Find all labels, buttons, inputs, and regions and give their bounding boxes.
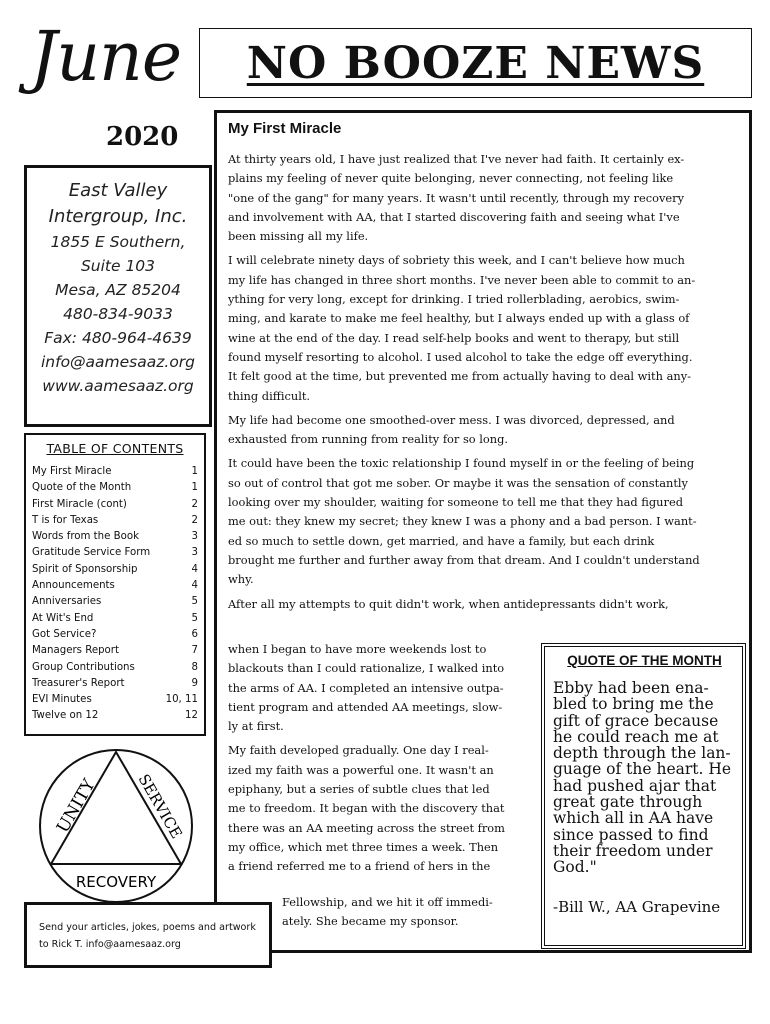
toc-entry-page: 5 <box>191 596 198 608</box>
article-paragraph-1 <box>228 150 740 246</box>
toc-row <box>32 708 198 724</box>
toc-entry-label: Gratitude Service Form <box>32 547 151 559</box>
quote-text <box>553 680 736 876</box>
text-line: been missing all my life. <box>228 229 369 244</box>
text-line: me to freedom. It began with the discovery that <box>228 801 505 816</box>
aa-circle-triangle-emblem <box>36 746 196 906</box>
text-line: ly at first. <box>228 719 284 734</box>
article-paragraph-3 <box>228 411 740 450</box>
toc-entry-label: Managers Report <box>32 645 119 657</box>
text-line: my life has changed in three short months. I've never been able to commit to an- <box>228 272 696 287</box>
toc-entry-page: 12 <box>185 710 198 722</box>
article-paragraph-5-cont <box>228 640 533 736</box>
article-title: My First Miracle <box>228 120 342 137</box>
toc-entry-page: 5 <box>191 612 198 624</box>
toc-entry-label: Spirit of Sponsorship <box>32 563 138 575</box>
article-paragraph-2 <box>228 251 740 405</box>
text-line: Fellowship, and we hit it off immedi- <box>282 895 493 909</box>
toc-title: TABLE OF CONTENTS <box>46 441 184 456</box>
toc-entry-label: Group Contributions <box>32 661 135 673</box>
quote-line: Ebby had been ena- <box>553 679 709 697</box>
street-line2: Suite 103 <box>80 257 156 275</box>
toc-row <box>32 513 198 529</box>
toc-entry-page: 1 <box>191 482 198 494</box>
quote-line: depth through the lan- <box>553 744 731 763</box>
text-line: tient program and attended AA meetings, slow- <box>228 699 503 714</box>
toc-row <box>32 692 198 708</box>
text-line: epiphany, but a series of subtle clues that led <box>228 782 490 797</box>
quote-attribution: -Bill W., AA Grapevine <box>553 897 721 916</box>
toc-entry-label: Twelve on 12 <box>32 710 99 722</box>
toc-entry-label: Got Service? <box>32 628 97 640</box>
toc-entry-page: 3 <box>191 531 198 543</box>
article-paragraph-5-lead: After all my attempts to quit didn't work, when antidepressants didn't work, <box>228 596 669 611</box>
text-line: me out: they knew my secret; they knew I was a phony and a bad person. I want- <box>228 514 697 529</box>
text-line: It felt good at the time, but prevented me from actually having to deal with any- <box>228 369 691 384</box>
toc-row <box>32 611 198 627</box>
toc-entry-page: 4 <box>191 563 198 575</box>
address-box <box>24 165 212 427</box>
toc-entry-label: First Miracle (cont) <box>32 498 127 510</box>
toc-entry-label: Anniversaries <box>32 596 102 608</box>
text-line: ized my faith was a powerful one. It wasn't an <box>228 762 494 777</box>
toc-entry-page: 1 <box>191 466 198 477</box>
toc-row <box>32 643 198 659</box>
toc-entry-label: At Wit's End <box>32 612 94 624</box>
quote-line: God." <box>553 858 597 877</box>
text-line: brought me further and further away from that dream. And I couldn't understand <box>228 552 700 567</box>
toc-row <box>32 529 198 545</box>
text-line: plains my feeling of never quite belonging, never connecting, not feeling like <box>228 171 674 186</box>
text-line: why. <box>228 572 254 587</box>
toc-entry-label: Treasurer's Report <box>32 677 125 689</box>
toc-entry-page: 4 <box>191 580 198 592</box>
toc-entry-label: Announcements <box>32 580 115 592</box>
toc-entry-page: 2 <box>191 498 198 510</box>
article-body <box>228 150 740 619</box>
year-label: 2020 <box>106 122 179 152</box>
quote-line: which all in AA have <box>553 809 714 828</box>
toc-row <box>32 627 198 643</box>
quote-line: had pushed ajar that <box>553 776 717 795</box>
quote-of-the-month-box <box>541 643 746 949</box>
text-line: "one of the gang" for many years. It wasn't until recently, through my recovery <box>228 190 685 205</box>
text-line: ming, and karate to make me feel healthy, but I always ended up with a glass of <box>228 311 690 326</box>
toc-entry-label: Words from the Book <box>32 531 139 543</box>
toc-row <box>32 545 198 561</box>
article-paragraph-4 <box>228 454 740 589</box>
toc-entry-page: 2 <box>191 514 198 526</box>
text-line: My life had become one smoothed-over mess. I was divorced, depressed, and <box>228 412 675 427</box>
article-paragraph-6-tail <box>282 893 522 932</box>
toc-entry-page: 7 <box>191 645 198 657</box>
website-line: www.aamesaaz.org <box>42 377 194 395</box>
text-line: I will celebrate ninety days of sobriety this week, and I can't believe how much <box>228 253 685 268</box>
phone-line: 480-834-9033 <box>63 305 173 323</box>
quote-line: gift of grace because <box>553 711 719 730</box>
toc-row <box>32 594 198 610</box>
text-line: thing difficult. <box>228 388 311 403</box>
submission-note <box>24 902 272 968</box>
text-line: wine at the end of the day. I read self-help books and went to therapy, but still <box>228 330 680 345</box>
emblem-recovery-label: RECOVERY <box>75 873 157 891</box>
toc-row <box>32 676 198 692</box>
text-line: and involvement with AA, that I started discovering faith and seeing what I've <box>228 209 680 224</box>
org-name-line2: Intergroup, Inc. <box>48 206 188 227</box>
toc-entry-label: My First Miracle <box>32 466 112 477</box>
text-line: ately. She became my sponsor. <box>282 914 459 929</box>
fax-line: Fax: 480-964-4639 <box>44 329 192 347</box>
newsletter-title: NO BOOZE NEWS <box>246 37 705 89</box>
article-paragraph-6 <box>228 741 533 876</box>
toc-row <box>32 497 198 513</box>
text-line: there was an AA meeting across the street from <box>228 820 505 835</box>
article-column <box>228 640 533 882</box>
text-line: ed so much to settle down, get married, and have a family, but each drink <box>228 533 655 548</box>
org-name-line1: East Valley <box>68 180 168 201</box>
submission-line1: Send your articles, jokes, poems and artwork <box>39 922 256 933</box>
text-line: my office, which met three times a week. Then <box>228 839 499 854</box>
quote-heading: QUOTE OF THE MONTH <box>567 653 722 668</box>
submission-line2: to Rick T. info@aamesaaz.org <box>39 939 181 950</box>
quote-line: since passed to find <box>553 825 709 844</box>
quote-line: bled to bring me the <box>553 695 714 714</box>
text-line: a friend referred me to a friend of hers in the <box>228 859 491 874</box>
text-line: It could have been the toxic relationship I found myself in or the feeling of being <box>228 456 695 471</box>
quote-line: their freedom under <box>553 841 713 860</box>
text-line: My faith developed gradually. One day I real- <box>228 743 489 758</box>
toc-entry-label: EVI Minutes <box>32 694 92 706</box>
toc-entry-page: 9 <box>191 677 198 689</box>
toc-row <box>32 562 198 578</box>
text-line: looking over my shoulder, waiting for someone to tell me that they had figured <box>228 495 683 510</box>
emblem-service-label: SERVICE <box>134 771 186 842</box>
toc-entry-label: T is for Texas <box>32 514 99 526</box>
text-line: so out of control that got me sober. Or maybe it was the sensation of constantly <box>228 475 688 490</box>
text-line: when I began to have more weekends lost to <box>228 642 487 656</box>
toc-row <box>32 464 198 480</box>
quote-line: he could reach me at <box>553 727 719 746</box>
text-line: At thirty years old, I have just realized that I've never had faith. It certainly ex- <box>228 152 685 166</box>
toc-entry-label: Quote of the Month <box>32 482 132 494</box>
toc-entry-page: 6 <box>191 628 198 640</box>
city-line: Mesa, AZ 85204 <box>55 281 181 299</box>
toc-entry-page: 8 <box>191 661 198 673</box>
toc-row <box>32 660 198 676</box>
table-of-contents <box>24 433 206 736</box>
toc-row <box>32 578 198 594</box>
toc-row <box>32 480 198 496</box>
street-line1: 1855 E Southern, <box>50 233 186 251</box>
emblem-unity-label: UNITY <box>53 775 100 837</box>
month-title: June <box>30 18 182 97</box>
text-line: the arms of AA. I completed an intensive outpa- <box>228 680 504 695</box>
toc-entry-page: 10, 11 <box>165 694 198 706</box>
text-line: exhausted from running from reality for so long. <box>228 432 509 447</box>
quote-line: guage of the heart. He <box>553 760 732 779</box>
text-line: blackouts than I could rationalize, I walked into <box>228 661 505 676</box>
masthead <box>199 28 752 98</box>
quote-line: great gate through <box>553 793 703 812</box>
toc-entry-page: 3 <box>191 547 198 559</box>
email-line: info@aamesaaz.org <box>40 353 196 371</box>
text-line: found myself resorting to alcohol. I used alcohol to take the edge off everything. <box>228 349 693 364</box>
text-line: ything for very long, except for drinking. I tried rollerblading, aerobics, swim- <box>228 292 680 307</box>
